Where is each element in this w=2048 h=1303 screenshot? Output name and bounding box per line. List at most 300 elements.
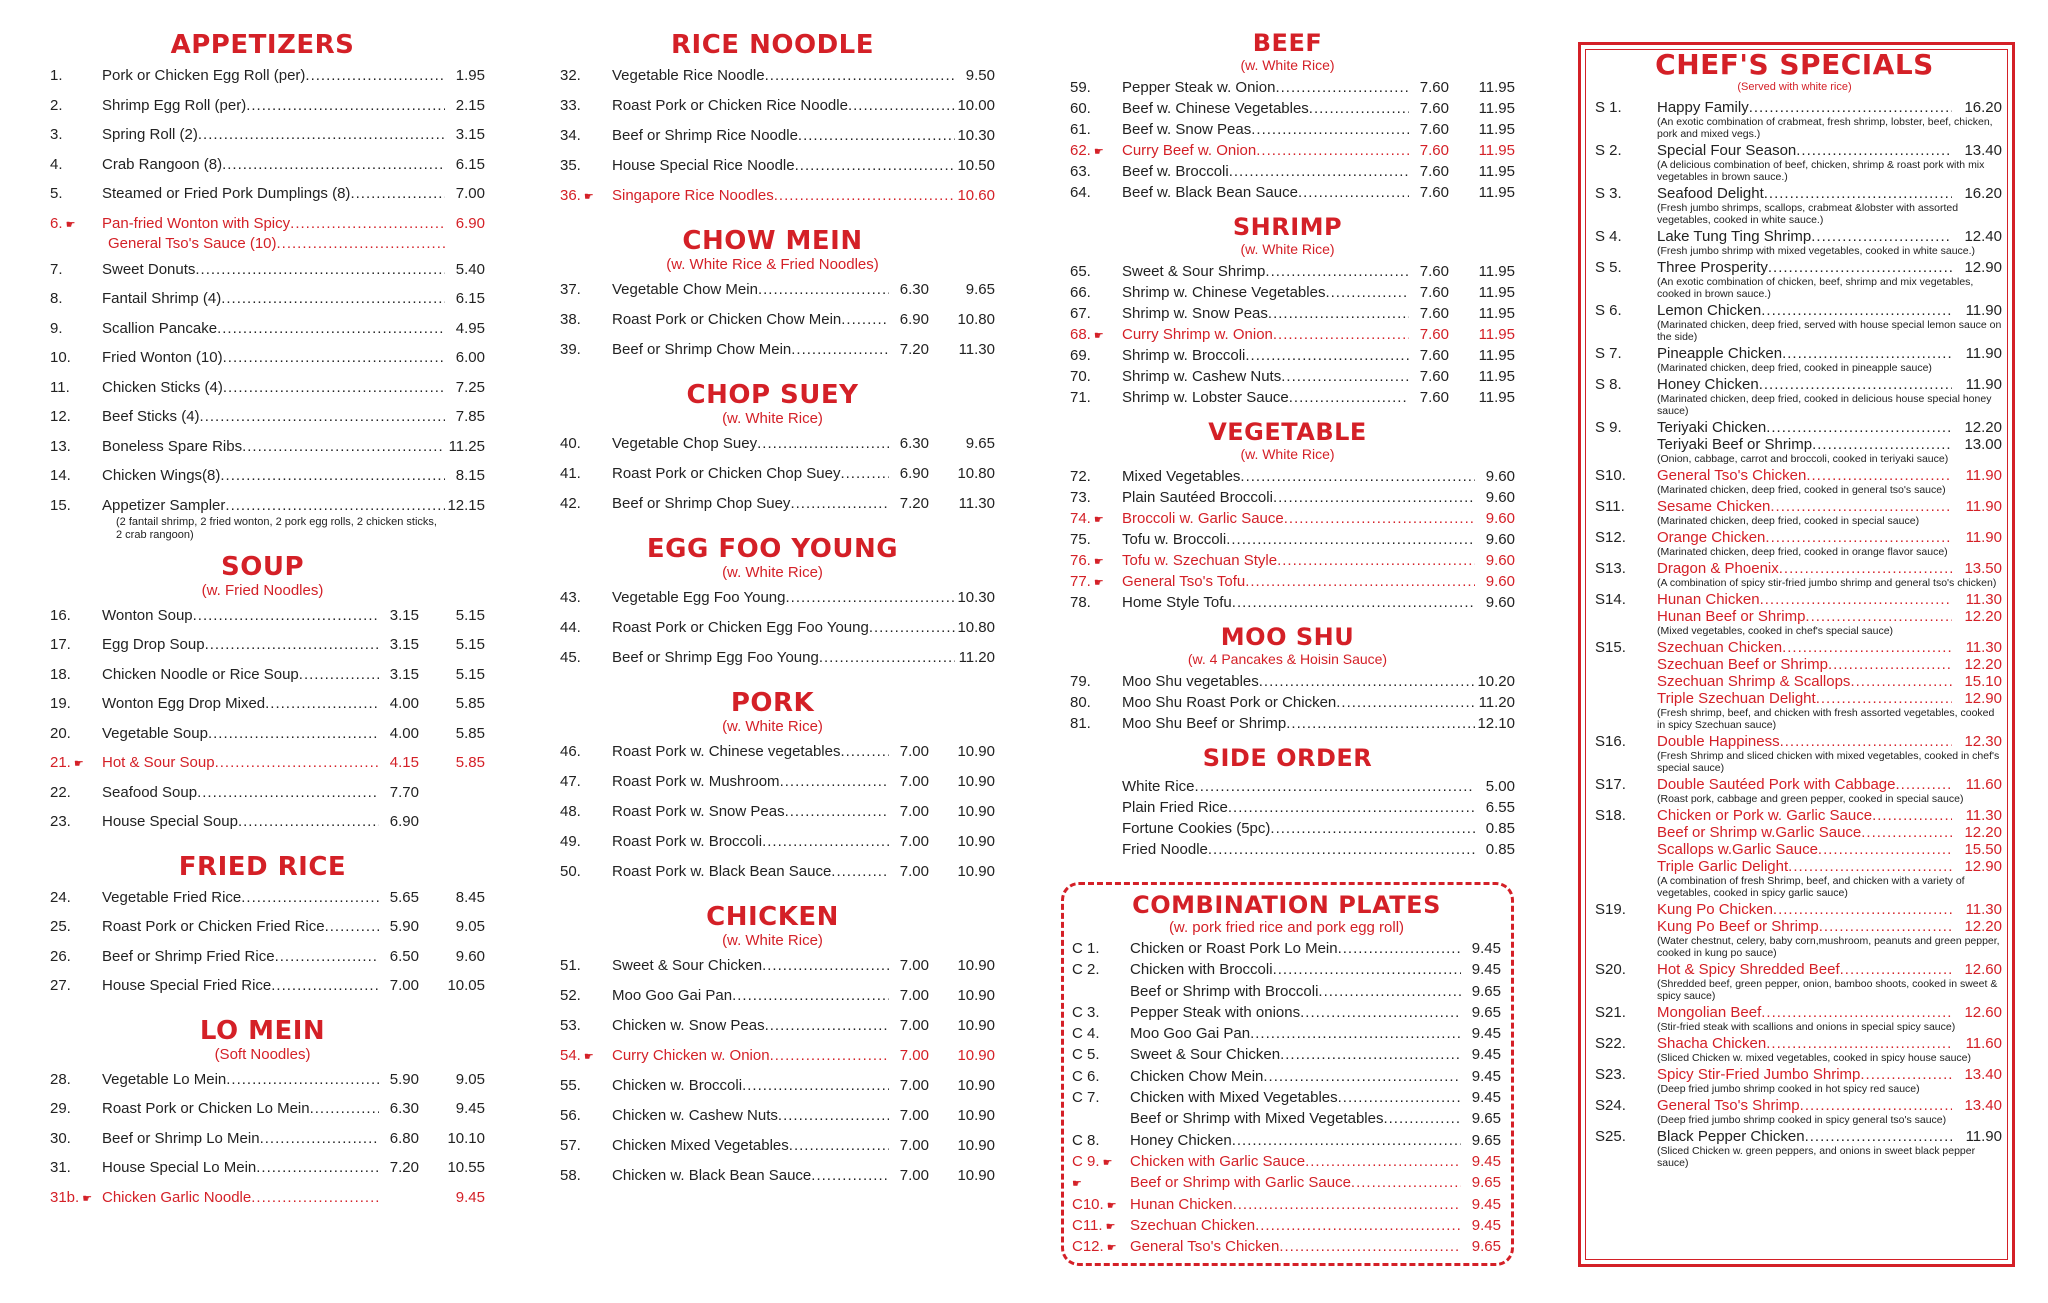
leader-dots	[1273, 960, 1461, 980]
leader-dots	[260, 1129, 379, 1149]
item-number: 11.	[50, 378, 70, 396]
item-price: 9.60	[1485, 510, 1515, 527]
item-price: 7.00	[899, 773, 929, 790]
leader-dots	[762, 832, 889, 852]
leader-dots	[778, 1106, 889, 1126]
item-number: 41.	[560, 465, 581, 482]
menu-item	[550, 310, 995, 340]
item-price: 7.85	[455, 408, 485, 425]
menu-item	[40, 466, 485, 496]
item-name-line	[612, 66, 955, 86]
item-number: 81.	[1070, 715, 1091, 732]
special-line	[1657, 1035, 2002, 1052]
item-name: Moo Shu Roast Pork or Chicken	[1122, 694, 1337, 711]
special-price: 11.90	[1965, 529, 2002, 546]
item-name-wrap	[1122, 714, 1475, 734]
item-name-wrap	[102, 783, 379, 803]
item-price: 9.45	[1471, 1089, 1501, 1107]
item-price-large: 9.65	[965, 281, 995, 298]
item-name-line	[1122, 346, 1409, 366]
menu-item	[550, 340, 995, 370]
item-name-line	[1122, 99, 1409, 119]
special-body	[1657, 1004, 2002, 1033]
special-price: 11.60	[1965, 776, 2002, 793]
menu-item	[40, 1099, 485, 1129]
item-number: 42.	[560, 495, 581, 512]
item-name-wrap	[1122, 78, 1409, 98]
item-name-wrap	[102, 812, 379, 832]
special-price: 16.20	[1964, 185, 2002, 202]
menu-item	[1060, 572, 1515, 593]
section-subtitle: (w. White Rice)	[722, 410, 823, 427]
item-name-wrap	[612, 1016, 889, 1036]
leader-dots	[1286, 714, 1475, 734]
item-name: Chicken Noodle or Rice Soup	[102, 665, 299, 683]
item-name: Chicken with Mixed Vegetables	[1130, 1089, 1338, 1107]
special-name: Teriyaki Chicken	[1657, 419, 1767, 436]
item-price-large: 10.90	[957, 1137, 995, 1154]
item-name-line	[102, 917, 379, 937]
item-name-line	[1130, 1173, 1461, 1193]
special-number: S16.	[1595, 733, 1626, 750]
leader-dots	[205, 635, 379, 655]
item-name-wrap	[1130, 1003, 1461, 1023]
item-name-wrap	[1122, 509, 1475, 529]
item-name: Chicken Wings(8)	[102, 467, 221, 484]
menu-item	[40, 319, 485, 349]
item-name: House Special Lo Mein	[102, 1159, 257, 1176]
leader-dots	[758, 280, 889, 300]
special-line	[1657, 656, 2002, 673]
item-name-wrap	[102, 155, 445, 175]
menu-item	[1060, 120, 1515, 141]
special-description: (Fresh jumbo shrimps, scallops, crabmeat &lobster with assorted vegetables, cooked in white sauce.)	[1657, 202, 1959, 226]
item-name-wrap	[102, 753, 379, 773]
item-name-wrap	[1122, 572, 1475, 592]
special-line	[1657, 302, 2002, 319]
leader-dots	[742, 1076, 889, 1096]
special-number: S 8.	[1595, 376, 1622, 393]
menu-section	[40, 852, 485, 1006]
leader-dots	[1245, 346, 1409, 366]
item-name-wrap	[1130, 1067, 1461, 1087]
special-name: Pineapple Chicken	[1657, 345, 1783, 362]
special-line	[1657, 345, 2002, 362]
item-price: 12.15	[447, 496, 485, 514]
item-name: Sweet & Sour Shrimp	[1122, 263, 1266, 280]
item-name-wrap	[102, 289, 445, 309]
menu-item	[40, 437, 485, 467]
special-number: S23.	[1595, 1066, 1626, 1083]
item-name: Appetizer Sampler	[102, 496, 226, 514]
leader-dots	[1256, 141, 1409, 161]
item-name: Beef or Shrimp Egg Foo Young	[612, 649, 819, 666]
leader-dots	[1761, 302, 1952, 319]
item-name-line	[102, 1070, 379, 1090]
leader-dots	[1805, 608, 1952, 625]
leader-dots	[819, 648, 955, 668]
item-number: C12. ☛	[1072, 1237, 1130, 1258]
item-name-line	[612, 96, 955, 116]
item-name: Curry Chicken w. Onion	[612, 1047, 770, 1064]
special-name: Szechuan Beef or Shrimp	[1657, 656, 1828, 673]
item-name-line	[102, 1129, 379, 1149]
item-name: Roast Pork w. Mushroom	[612, 773, 780, 790]
leader-dots	[1351, 1173, 1461, 1193]
item-name-line	[102, 96, 445, 116]
special-line	[1657, 608, 2002, 625]
menu-section	[1060, 745, 1515, 861]
item-number: 2.	[50, 96, 63, 114]
item-price: 7.00	[899, 803, 929, 820]
leader-dots	[840, 464, 889, 484]
item-name-wrap	[1130, 1173, 1461, 1193]
item-name: Shrimp w. Broccoli	[1122, 347, 1246, 364]
item-price: 10.30	[957, 589, 995, 606]
special-number: S12.	[1595, 529, 1626, 546]
item-number: 15.	[50, 496, 71, 514]
leader-dots	[762, 956, 889, 976]
item-number: 75.	[1070, 531, 1091, 548]
item-name-line	[102, 753, 379, 773]
menu-item	[1072, 1195, 1501, 1216]
item-name-wrap	[612, 588, 955, 608]
special-number: S19.	[1595, 901, 1626, 918]
menu-item	[1072, 1216, 1501, 1237]
leader-dots	[1860, 1066, 1952, 1083]
menu-item	[1072, 1088, 1501, 1109]
item-name-wrap	[612, 156, 955, 176]
leader-dots	[1811, 228, 1952, 245]
item-name: Honey Chicken	[1130, 1131, 1232, 1149]
menu-item	[550, 772, 995, 802]
item-price: 9.45	[1471, 1216, 1501, 1234]
item-number: 63.	[1070, 163, 1091, 180]
item-name: Roast Pork or Chicken Chop Suey	[612, 465, 841, 482]
item-name-wrap	[612, 772, 889, 792]
item-name-wrap	[102, 66, 445, 86]
item-name: Tofu w. Broccoli	[1122, 531, 1227, 548]
item-price-large: 10.10	[447, 1129, 485, 1147]
special-price: 16.20	[1964, 99, 2002, 116]
item-name: Roast Pork w. Chinese vegetables	[612, 743, 841, 760]
item-name-wrap	[102, 378, 445, 398]
special-line	[1657, 228, 2002, 245]
item-price: 7.00	[899, 1167, 929, 1184]
item-name-wrap	[1130, 1131, 1461, 1151]
special-number: S11.	[1595, 498, 1625, 515]
menu-item	[1060, 530, 1515, 551]
menu-item	[40, 125, 485, 155]
menu-item	[1072, 1237, 1501, 1258]
item-name-line	[612, 434, 889, 454]
special-line	[1657, 376, 2002, 393]
item-name-wrap	[1122, 325, 1409, 345]
item-price: 11.20	[958, 649, 995, 666]
menu-item	[550, 1106, 995, 1136]
leader-dots	[220, 466, 445, 486]
item-name: White Rice	[1122, 778, 1195, 795]
item-name-line	[102, 694, 379, 714]
leader-dots	[1233, 1195, 1461, 1215]
item-number: 31b. ☛	[40, 1188, 102, 1209]
leader-dots	[789, 1136, 889, 1156]
item-name-wrap	[102, 1099, 379, 1119]
menu-item	[1060, 262, 1515, 283]
menu-item	[1060, 819, 1515, 840]
item-name-wrap	[612, 66, 955, 86]
item-price-large: 10.90	[957, 1017, 995, 1034]
item-name-wrap	[1122, 593, 1475, 613]
item-name-wrap	[612, 494, 889, 514]
item-name-wrap	[612, 648, 955, 668]
item-price: 7.60	[1419, 163, 1449, 180]
item-price: 3.15	[389, 636, 419, 653]
menu-item	[550, 862, 995, 892]
item-name-wrap	[1130, 960, 1461, 980]
menu-item	[40, 976, 485, 1006]
item-name: Roast Pork or Chicken Fried Rice	[102, 918, 325, 935]
item-price: 4.00	[389, 695, 419, 712]
leader-dots	[1281, 367, 1409, 387]
item-price: 7.00	[389, 977, 419, 994]
item-name: House Special Soup	[102, 813, 238, 830]
item-name-line	[1122, 819, 1475, 839]
item-name-line	[1122, 388, 1409, 408]
menu-section	[550, 688, 995, 892]
special-line	[1657, 673, 2002, 690]
item-number: 61.	[1070, 121, 1091, 138]
item-name-line	[1122, 777, 1475, 797]
item-name-wrap	[1122, 467, 1475, 487]
item-name: Chicken or Roast Pork Lo Mein	[1130, 940, 1338, 957]
special-item	[1587, 1035, 2002, 1064]
item-price-large: 10.90	[957, 863, 995, 880]
section-subtitle: (w. Fried Noodles)	[201, 581, 324, 599]
combo-subtitle: (w. pork fried rice and pork egg roll)	[1168, 919, 1405, 936]
item-name-wrap	[1130, 1195, 1461, 1215]
item-price-large: 11.95	[1478, 284, 1515, 301]
item-name-wrap	[1122, 367, 1409, 387]
menu-item	[40, 1158, 485, 1188]
item-number: 76. ☛	[1060, 551, 1122, 572]
leader-dots	[1208, 840, 1475, 860]
item-name-line	[102, 407, 445, 427]
leader-dots	[350, 184, 445, 204]
special-line	[1657, 901, 2002, 918]
item-name: Shrimp w. Cashew Nuts	[1122, 368, 1282, 385]
item-name: Vegetable Lo Mein	[102, 1070, 227, 1088]
leader-dots	[1336, 693, 1475, 713]
item-number: 48.	[560, 803, 581, 820]
special-price: 12.60	[1964, 961, 2002, 978]
item-name: Roast Pork w. Black Bean Sauce	[612, 863, 832, 880]
special-name: Double Happiness	[1657, 733, 1780, 750]
special-description: (Fresh Shrimp and sliced chicken with mixed vegetables, cooked in chef's special sauce)	[1657, 750, 2000, 774]
menu-item	[1060, 99, 1515, 120]
column-3	[1060, 30, 1515, 871]
item-name-wrap	[1130, 1024, 1461, 1044]
special-name: Shacha Chicken	[1657, 1035, 1767, 1052]
item-name-wrap	[102, 888, 379, 908]
special-body	[1657, 1128, 2002, 1169]
item-name: Moo Shu Beef or Shrimp	[1122, 715, 1287, 732]
item-name-line	[1130, 1237, 1461, 1257]
menu-item	[40, 96, 485, 126]
item-number: 80.	[1070, 694, 1091, 711]
menu-item	[550, 156, 995, 186]
item-name-line	[612, 464, 889, 484]
menu-item	[40, 694, 485, 724]
item-number: 65.	[1070, 263, 1091, 280]
leader-dots	[1245, 572, 1475, 592]
section-title: BEEF	[1252, 29, 1323, 57]
item-name: Seafood Soup	[102, 783, 198, 801]
item-name: Home Style Tofu	[1122, 594, 1232, 611]
menu-item	[550, 742, 995, 772]
item-name-wrap	[1130, 1237, 1461, 1257]
special-price: 11.30	[1965, 591, 2002, 608]
combo-title: COMBINATION PLATES	[1132, 891, 1441, 919]
item-name-wrap	[1122, 304, 1409, 324]
item-name: Chicken w. Cashew Nuts	[612, 1107, 778, 1124]
special-item	[1587, 498, 2002, 527]
item-number: 10.	[50, 349, 71, 366]
section-title: SOUP	[221, 551, 304, 582]
item-number: 23.	[50, 813, 71, 830]
special-line	[1657, 498, 2002, 515]
item-name: Chicken Mixed Vegetables	[612, 1137, 789, 1154]
menu-section	[550, 226, 995, 370]
item-number: C 6.	[1072, 1067, 1100, 1085]
item-number: 64.	[1070, 184, 1091, 201]
special-item	[1587, 807, 2002, 899]
leader-dots	[256, 1158, 379, 1178]
menu-section	[1060, 624, 1515, 735]
item-price-large: 9.05	[455, 1070, 485, 1088]
item-name-wrap	[1122, 346, 1409, 366]
item-name-wrap	[612, 126, 955, 146]
special-body	[1657, 807, 2002, 899]
menu-item	[40, 66, 485, 96]
special-price: 12.20	[1964, 918, 2002, 935]
item-name-wrap	[612, 1166, 889, 1186]
item-price-large: 11.95	[1478, 368, 1515, 385]
special-price: 11.90	[1965, 345, 2002, 362]
item-name: Shrimp Egg Roll (per)	[102, 96, 247, 114]
leader-dots	[765, 66, 955, 86]
item-name-wrap	[1122, 162, 1409, 182]
item-name-wrap	[102, 184, 445, 204]
menu-item	[1072, 1152, 1501, 1173]
special-line	[1657, 639, 2002, 656]
item-name-line	[102, 155, 445, 175]
special-description: (Marinated chicken, deep fried, cooked in pineapple sauce)	[1657, 362, 1932, 374]
item-name: Boneless Spare Ribs	[102, 437, 243, 455]
item-name-line	[1122, 798, 1475, 818]
leader-dots	[791, 340, 889, 360]
item-name: Fried Noodle	[1122, 841, 1208, 858]
item-name-line	[612, 1166, 889, 1186]
item-price: 7.25	[455, 378, 485, 396]
leader-dots	[1250, 1024, 1461, 1044]
item-name-wrap	[102, 96, 445, 116]
special-number: S24.	[1595, 1097, 1626, 1114]
special-line	[1657, 1066, 2002, 1083]
menu-item	[40, 260, 485, 290]
special-name: Three Prosperity	[1657, 259, 1768, 276]
item-name: Crab Rangoon (8)	[102, 155, 223, 173]
special-price: 11.90	[1965, 498, 2002, 515]
item-name-line	[612, 186, 955, 206]
special-price: 12.90	[1964, 259, 2002, 276]
menu-item	[550, 1076, 995, 1106]
menu-item	[40, 724, 485, 754]
special-number: S22.	[1595, 1035, 1626, 1052]
item-name-line2	[102, 234, 445, 254]
item-number: 14.	[50, 467, 71, 484]
item-name-line	[612, 280, 889, 300]
special-line	[1657, 824, 2002, 841]
item-price-large: 10.90	[957, 987, 995, 1004]
item-number: 62. ☛	[1060, 141, 1122, 162]
special-body	[1657, 591, 2002, 637]
item-number: 39.	[560, 341, 581, 358]
special-body	[1657, 142, 2002, 183]
item-number: 52.	[560, 987, 581, 1004]
special-description: (Shredded beef, green pepper, onion, bamboo shoots, cooked in sweet & spicy sauce)	[1657, 978, 1998, 1002]
item-number: 72.	[1070, 468, 1091, 485]
special-description: (Marinated chicken, deep fried, cooked in delicious house special honey sauce)	[1657, 393, 1992, 417]
special-item	[1587, 591, 2002, 637]
leader-dots	[1896, 776, 1953, 793]
item-name: Curry Beef w. Onion	[1122, 142, 1257, 159]
leader-dots	[290, 214, 445, 234]
item-name-line	[612, 742, 889, 762]
leader-dots	[1298, 183, 1409, 203]
item-price-large: 11.95	[1478, 79, 1515, 96]
item-number: 31.	[50, 1159, 71, 1176]
item-price: 9.45	[1471, 1152, 1501, 1170]
special-number: S 5.	[1595, 259, 1622, 276]
item-price-large: 11.95	[1478, 263, 1515, 280]
leader-dots	[200, 407, 445, 427]
item-number: C 5.	[1072, 1046, 1100, 1064]
item-name-line	[612, 832, 889, 852]
item-name: Beef or Shrimp Lo Mein	[102, 1129, 260, 1147]
item-price: 7.70	[389, 783, 419, 801]
item-name: Wonton Egg Drop Mixed	[102, 695, 266, 712]
menu-section	[1060, 419, 1515, 614]
section-subtitle: (w. White Rice)	[1240, 446, 1335, 462]
menu-item	[550, 1136, 995, 1166]
menu-item	[1060, 672, 1515, 693]
item-name-wrap	[102, 1070, 379, 1090]
item-price: 7.00	[455, 185, 485, 202]
menu-item	[40, 214, 485, 260]
leader-dots	[811, 1166, 889, 1186]
leader-dots	[1383, 1109, 1461, 1129]
item-name-line	[1122, 488, 1475, 508]
special-price: 13.40	[1964, 1066, 2002, 1083]
leader-dots	[195, 260, 445, 280]
menu-item	[1060, 367, 1515, 388]
item-price: 6.55	[1485, 799, 1515, 816]
item-price-large: 10.90	[957, 1167, 995, 1184]
item-name-wrap	[612, 832, 889, 852]
item-price-large: 10.90	[957, 803, 995, 820]
menu-item	[1060, 304, 1515, 325]
